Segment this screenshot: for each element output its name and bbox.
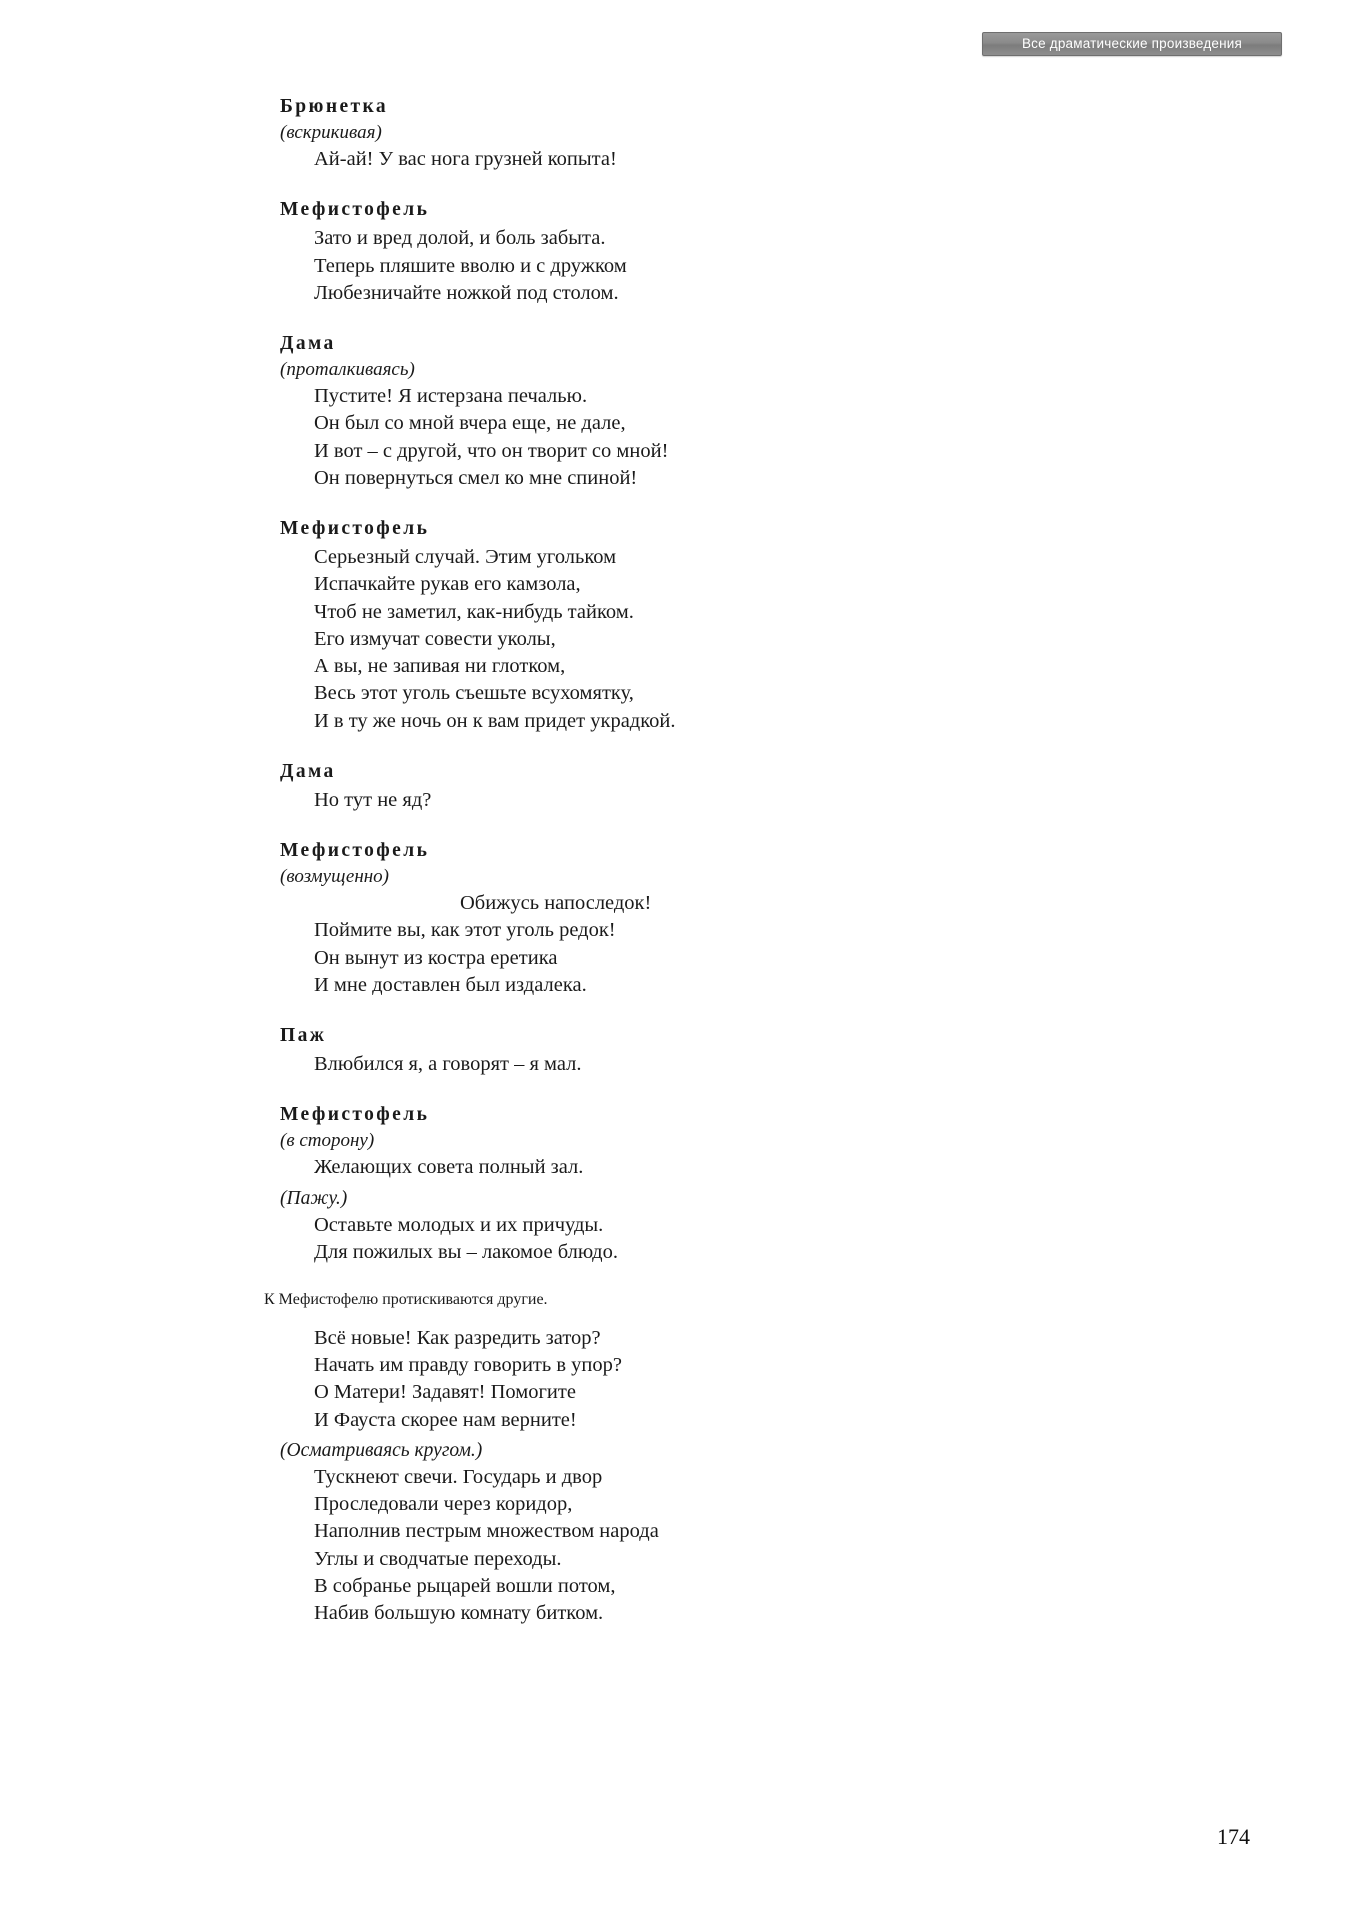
verse-line: Но тут не яд? (314, 788, 432, 811)
verse-line: Теперь пляшите вволю и с дружком (314, 254, 627, 277)
speaker-name: Паж (280, 1025, 327, 1046)
verse-line: А вы, не запивая ни глотком, (314, 655, 566, 677)
speech-block (280, 199, 1040, 307)
verse-line: Для пожилых вы – лакомое блюдо. (314, 1240, 618, 1263)
speech-block (280, 333, 1040, 492)
stage-direction: (вскрикивая) (280, 122, 382, 143)
speaker-name: Дама (280, 760, 336, 782)
stage-direction: (проталкиваясь) (280, 359, 415, 380)
verse-line: Серьезный случай. Этим угольком (314, 546, 617, 568)
verse-line: Любезничайте ножкой под столом. (314, 281, 619, 304)
verse-line: Испачкайте рукав его камзола, (314, 573, 581, 596)
verse-line: Он был со мной вчера еще, не дале, (314, 412, 626, 435)
verse-line: Он повернуться смел ко мне спиной! (314, 466, 638, 489)
speech-block-final (280, 1325, 1040, 1628)
narration-line: К Мефистофелю протискиваются другие. (264, 1291, 548, 1308)
speech-block (280, 840, 1040, 999)
verse-line: И вот – с другой, что он творит со мной! (314, 439, 669, 462)
speaker-name: Мефистофель (280, 840, 430, 861)
verse-line: Чтоб не заметил, как-нибудь тайком. (314, 600, 634, 623)
verse-line: О Матери! Задавят! Помогите (314, 1381, 576, 1404)
page-text-body (264, 96, 1040, 1627)
verse-line: И в ту же ночь он к вам придет украдкой. (314, 709, 676, 732)
speech-block (280, 761, 1040, 814)
verse-line: Желающих совета полный зал. (314, 1156, 584, 1179)
speech-block (280, 518, 1040, 735)
verse-line: Пустите! Я истерзана печалью. (314, 385, 588, 407)
verse-line: Оставьте молодых и их причуды. (314, 1213, 604, 1236)
verse-line: Углы и сводчатые переходы. (314, 1547, 562, 1570)
verse-line: Всё новые! Как разредить затор? (314, 1326, 601, 1349)
verse-line: Наполнив пестрым множеством народа (314, 1520, 659, 1543)
speaker-name: Мефистофель (280, 518, 430, 539)
verse-line: Обижусь напоследок! (460, 892, 652, 914)
speech-block (280, 1104, 1040, 1266)
stage-direction: (возмущенно) (280, 866, 389, 887)
verse-line: Весь этот уголь съешьте всухомятку, (314, 682, 634, 705)
verse-line: Его измучат совести уколы, (314, 627, 556, 650)
speaker-name: Мефистофель (280, 199, 430, 221)
speaker-name: Брюнетка (280, 96, 388, 117)
verse-line: И Фауста скорее нам верните! (314, 1408, 577, 1431)
verse-line: Проследовали через коридор, (314, 1493, 573, 1516)
verse-line: Ай-ай! У вас нога грузней копыта! (314, 148, 617, 170)
verse-line: Он вынут из костра еретика (314, 946, 558, 969)
stage-direction: (в сторону) (280, 1130, 375, 1152)
speaker-name: Дама (280, 333, 336, 354)
stage-direction-inline: (Осматриваясь кругом.) (280, 1439, 483, 1461)
page-number: 174 (1217, 1824, 1250, 1849)
verse-line: Влюбился я, а говорят – я мал. (314, 1053, 582, 1075)
running-header-tab (982, 32, 1282, 56)
speech-block (280, 96, 1040, 173)
stage-direction-inline: (Пажу.) (280, 1187, 348, 1209)
verse-line: И мне доставлен был издалека. (314, 973, 587, 996)
speech-block (280, 1025, 1040, 1078)
verse-line: Набив большую комнату битком. (314, 1602, 604, 1625)
verse-line: Зато и вред долой, и боль забыта. (314, 227, 606, 250)
running-header-title: Все драматические произведения (1021, 36, 1243, 51)
verse-line: В собранье рыцарей вошли потом, (314, 1574, 616, 1597)
verse-line: Начать им правду говорить в упор? (314, 1354, 622, 1377)
speaker-name: Мефистофель (280, 1104, 430, 1126)
verse-line: Тускнеют свечи. Государь и двор (314, 1465, 603, 1488)
verse-line: Поймите вы, как этот уголь редок! (314, 919, 616, 942)
